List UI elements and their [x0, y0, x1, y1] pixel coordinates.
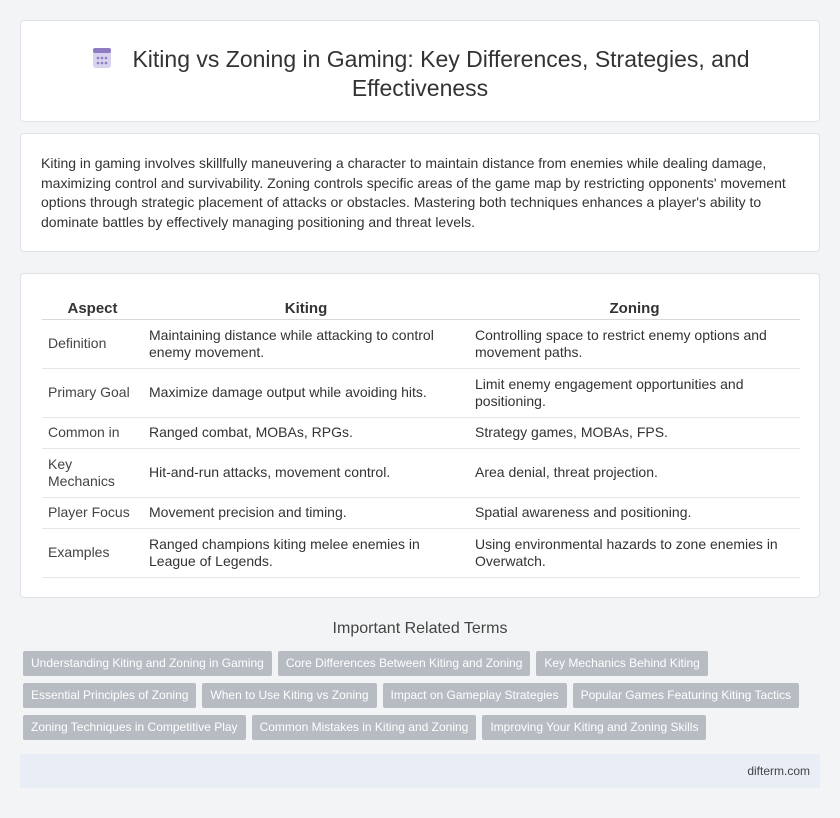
row-zoning: Using environmental hazards to zone enemies in Overwatch.	[469, 528, 800, 577]
table-row	[42, 368, 800, 417]
table-row	[42, 448, 800, 497]
row-aspect: Primary Goal	[42, 368, 143, 417]
comparison-card	[20, 273, 820, 598]
related-term-tag[interactable]: Impact on Gameplay Strategies	[383, 683, 567, 708]
row-kiting: Ranged champions kiting melee enemies in League of Legends.	[143, 528, 469, 577]
intro-paragraph: Kiting in gaming involves skillfully maneuvering a character to maintain distance from enemies while dealing damage, maximizing control and survivability. Zoning controls specific areas of the game map by restricting opponents' movement options through strategic placement of attacks or obstacles. Mastering both techniques enhances a player's ability to dominate battles by effectively managing positioning and threat levels.	[41, 155, 786, 230]
row-kiting: Movement precision and timing.	[143, 497, 469, 528]
title-card	[20, 20, 820, 122]
row-kiting: Maintaining distance while attacking to control enemy movement.	[143, 319, 469, 368]
related-term-tag[interactable]: Zoning Techniques in Competitive Play	[23, 715, 246, 740]
related-terms-list	[23, 651, 823, 747]
row-aspect: Player Focus	[42, 497, 143, 528]
row-aspect: Definition	[42, 319, 143, 368]
row-aspect: Examples	[42, 528, 143, 577]
table-row	[42, 417, 800, 448]
row-zoning: Area denial, threat projection.	[469, 448, 800, 497]
related-term-tag[interactable]: Essential Principles of Zoning	[23, 683, 196, 708]
page-title-line1: Kiting vs Zoning in Gaming: Key Differences, Strategies, and	[132, 46, 750, 72]
row-aspect: Common in	[42, 417, 143, 448]
row-zoning: Spatial awareness and positioning.	[469, 497, 800, 528]
table-header-row	[42, 294, 800, 319]
table-row	[42, 319, 800, 368]
row-kiting: Maximize damage output while avoiding hits.	[143, 368, 469, 417]
related-term-tag[interactable]: Improving Your Kiting and Zoning Skills	[482, 715, 706, 740]
related-term-tag[interactable]: Key Mechanics Behind Kiting	[536, 651, 707, 676]
header-aspect: Aspect	[42, 294, 143, 319]
row-kiting: Ranged combat, MOBAs, RPGs.	[143, 417, 469, 448]
comparison-table	[42, 294, 800, 578]
header-kiting: Kiting	[143, 294, 469, 319]
row-zoning: Strategy games, MOBAs, FPS.	[469, 417, 800, 448]
related-term-tag[interactable]: Common Mistakes in Kiting and Zoning	[252, 715, 477, 740]
document-icon	[90, 46, 114, 70]
related-term-tag[interactable]: Popular Games Featuring Kiting Tactics	[573, 683, 800, 708]
footer-site-link[interactable]: difterm.com	[747, 764, 810, 778]
header-zoning: Zoning	[469, 294, 800, 319]
related-terms-title: Important Related Terms	[332, 620, 508, 637]
intro-card	[20, 133, 820, 252]
page-title-line2: Effectiveness	[351, 75, 489, 101]
related-term-tag[interactable]: Understanding Kiting and Zoning in Gaming	[23, 651, 272, 676]
table-row	[42, 528, 800, 577]
related-term-tag[interactable]: Core Differences Between Kiting and Zoning	[278, 651, 531, 676]
row-zoning: Limit enemy engagement opportunities and positioning.	[469, 368, 800, 417]
footer	[20, 754, 820, 788]
related-term-tag[interactable]: When to Use Kiting vs Zoning	[202, 683, 376, 708]
row-zoning: Controlling space to restrict enemy options and movement paths.	[469, 319, 800, 368]
row-kiting: Hit-and-run attacks, movement control.	[143, 448, 469, 497]
row-aspect: Key Mechanics	[42, 448, 143, 497]
table-row	[42, 497, 800, 528]
